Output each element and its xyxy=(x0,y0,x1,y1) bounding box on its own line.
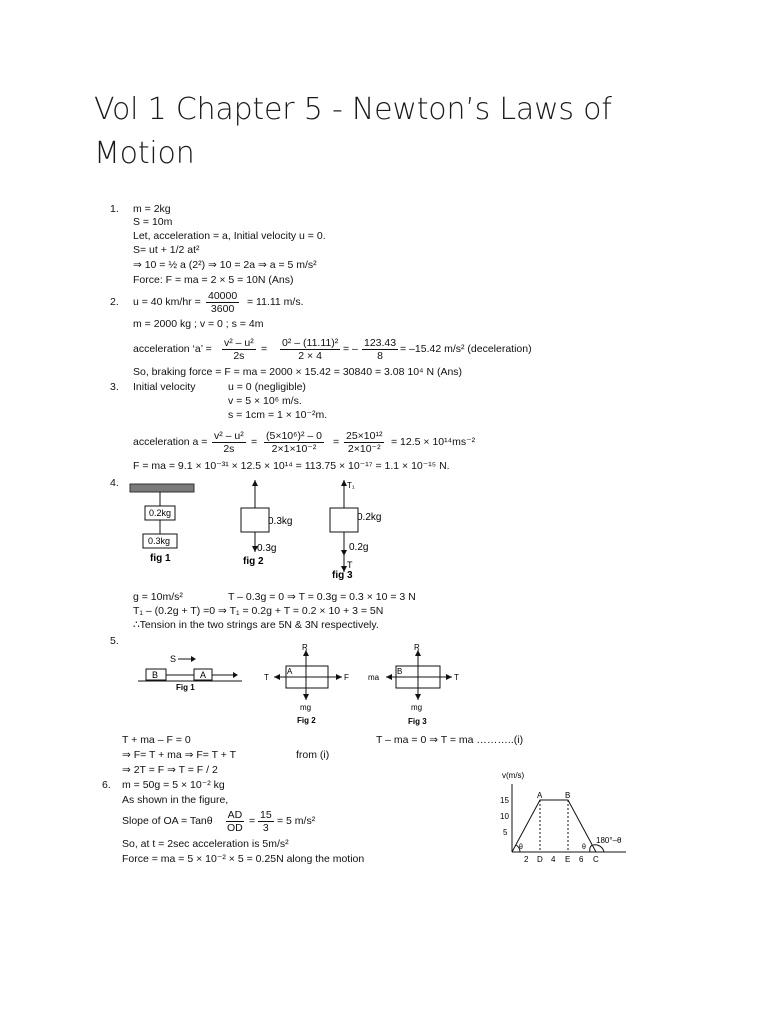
q2-fraction xyxy=(206,290,239,315)
arrow-left-icon xyxy=(386,674,392,680)
numerator: 40000 xyxy=(208,290,238,302)
arrow-right-icon xyxy=(191,656,196,662)
fig3-caption: fig 3 xyxy=(332,570,353,581)
q5-line: ⇒ F= T + ma ⇒ F= T + T xyxy=(122,749,237,761)
q1-line: S= ut + 1/2 at² xyxy=(133,244,200,256)
fig2-caption: Fig 2 xyxy=(297,716,316,725)
q1-line: m = 2kg xyxy=(133,203,171,215)
q3-fraction xyxy=(344,430,384,455)
question-4-number: 4. xyxy=(110,477,119,489)
question-6-number: 6. xyxy=(102,779,111,791)
numerator: (5×10⁶)² – 0 xyxy=(266,430,322,442)
q5-line: T – ma = 0 ⇒ T = ma ………..(i) xyxy=(376,734,524,746)
q4-line: ∴Tension in the two strings are 5N & 3N respectively. xyxy=(133,619,379,631)
fig2-mg: mg xyxy=(300,703,312,712)
arrow-down-icon xyxy=(415,694,421,700)
exterior-angle: 180°–θ xyxy=(596,836,622,845)
q6-line: m = 50g = 5 × 10⁻² kg xyxy=(122,779,225,791)
denominator: OD xyxy=(227,822,243,834)
x-tick-6: 6 xyxy=(579,855,584,864)
mass-box xyxy=(330,508,358,532)
q4-line: T – 0.3g = 0 ⇒ T = 0.3g = 0.3 × 10 = 3 N xyxy=(228,591,416,603)
q6-line: So, at t = 2sec acceleration is 5m/s² xyxy=(122,838,289,850)
q4-figures xyxy=(125,478,395,586)
q2-fraction xyxy=(280,337,340,362)
fig2-R: R xyxy=(302,643,308,652)
theta-1: θ xyxy=(519,844,523,851)
fig2-caption: fig 2 xyxy=(243,556,264,567)
q3-line: s = 1cm = 1 × 10⁻²m. xyxy=(228,409,328,421)
q5-line: from (i) xyxy=(296,749,330,761)
fig3-caption: Fig 3 xyxy=(408,717,427,726)
fig2-mass: 0.3kg xyxy=(268,516,293,527)
arrow-down-icon xyxy=(341,550,347,556)
q3-line: v = 5 × 10⁶ m/s. xyxy=(228,395,302,407)
q1-line: ⇒ 10 = ½ a (2²) ⇒ 10 = 2a ⇒ a = 5 m/s² xyxy=(133,259,317,271)
numerator: 0² – (11.11)² xyxy=(282,337,339,349)
q6-line: As shown in the figure, xyxy=(122,794,229,806)
point-D: D xyxy=(537,855,543,864)
question-2-number: 2. xyxy=(110,296,119,308)
fig3-B: B xyxy=(397,667,403,676)
arrow-left-icon xyxy=(274,674,280,680)
angle-arc xyxy=(593,845,604,852)
denominator: 8 xyxy=(377,350,383,362)
fig1-S: S xyxy=(170,654,177,664)
point-A: A xyxy=(537,791,543,800)
q2-line: = –15.42 m/s² (deceleration) xyxy=(400,343,532,355)
fig2-A: A xyxy=(287,667,293,676)
arrow-right-icon xyxy=(336,674,342,680)
numerator: 25×10¹² xyxy=(346,430,383,442)
fig3-mg: mg xyxy=(411,703,423,712)
q4-line: g = 10m/s² xyxy=(133,591,183,603)
q3-line: = 12.5 × 10¹⁴ms⁻² xyxy=(391,436,476,448)
q6-line: = 5 m/s² xyxy=(277,815,316,827)
denominator: 2s xyxy=(233,350,245,362)
q3-line: F = ma = 9.1 × 10⁻³¹ × 12.5 × 10¹⁴ = 113.75 × 10⁻¹⁷ = 1.1 × 10⁻¹⁵ N. xyxy=(133,460,450,472)
y-tick-10: 10 xyxy=(500,812,509,821)
numerator: AD xyxy=(227,809,243,821)
y-tick-5: 5 xyxy=(503,828,508,837)
numerator: 15 xyxy=(260,809,272,821)
fig3-R: R xyxy=(414,643,420,652)
numerator: 123.43 xyxy=(364,337,397,349)
fig3-down: 0.2g xyxy=(349,542,369,553)
fig3-top: T₁ xyxy=(347,481,355,490)
block-A-label: A xyxy=(200,670,207,680)
theta-2: θ xyxy=(582,844,586,851)
denominator: 2×1×10⁻² xyxy=(271,443,317,455)
q6-fraction xyxy=(258,809,274,834)
point-E: E xyxy=(565,855,571,864)
arrow-right-icon xyxy=(446,674,452,680)
x-tick-2: 2 xyxy=(524,855,529,864)
q1-line: Let, acceleration = a, Initial velocity u = 0. xyxy=(133,230,326,242)
fig3-ma: ma xyxy=(368,673,380,682)
numerator: v² – u² xyxy=(214,430,244,442)
fig2-F: F xyxy=(344,673,349,682)
q2-line: = 11.11 m/s. xyxy=(247,296,304,308)
fig2-T: T xyxy=(264,673,269,682)
velocity-time-graph xyxy=(494,766,644,872)
ceiling-support xyxy=(130,484,194,492)
fig3-T: T xyxy=(454,673,459,682)
q3-fraction xyxy=(264,430,324,455)
q2-fraction xyxy=(222,337,256,362)
q2-fraction xyxy=(362,337,398,362)
box2-label: 0.3kg xyxy=(148,536,171,546)
q2-line: u = 40 km/hr = xyxy=(133,296,201,308)
fig1-caption: Fig 1 xyxy=(176,683,195,692)
q1-line: S = 10m xyxy=(133,216,173,228)
q5-line: T + ma – F = 0 xyxy=(122,734,191,746)
point-C: C xyxy=(593,855,599,864)
q3-line: u = 0 (negligible) xyxy=(228,381,306,393)
fig3-T: T xyxy=(347,560,353,570)
arrow-down-icon xyxy=(303,694,309,700)
q6-line: Slope of OA = Tanθ xyxy=(122,815,213,827)
x-tick-4: 4 xyxy=(551,855,556,864)
point-B: B xyxy=(565,791,571,800)
q6-fraction xyxy=(225,809,245,834)
q2-line: m = 2000 kg ; v = 0 ; s = 4m xyxy=(133,318,264,330)
denominator: 2s xyxy=(223,443,235,455)
q6-line: Force = ma = 5 × 10⁻² × 5 = 0.25N along the motion xyxy=(122,853,365,865)
graph-ylabel: v(m/s) xyxy=(502,771,525,780)
y-tick-15: 15 xyxy=(500,796,509,805)
q3-line: acceleration a = xyxy=(133,436,208,448)
arrow-right-icon xyxy=(233,672,238,678)
q3-fraction xyxy=(212,430,246,455)
question-3-number: 3. xyxy=(110,381,119,393)
q2-line: So, braking force = F = ma = 2000 × 15.42 = 30840 = 3.08 10⁴ N (Ans) xyxy=(133,366,463,378)
denominator: 3 xyxy=(262,822,269,834)
fig3-mass: 0.2kg xyxy=(357,512,382,523)
question-5-number: 5. xyxy=(110,635,119,647)
fig2-force: 0.3g xyxy=(257,543,277,554)
q5-line: ⇒ 2T = F ⇒ T = F / 2 xyxy=(122,764,218,776)
q5-figures xyxy=(130,640,550,728)
arrow-up-icon xyxy=(252,480,258,486)
numerator: v² – u² xyxy=(224,337,254,349)
denominator: 2 × 4 xyxy=(298,350,322,362)
q4-line: T₁ – (0.2g + T) =0 ⇒ T₁ = 0.2g + T = 0.2 × 10 + 3 = 5N xyxy=(133,605,384,617)
q3-line: Initial velocity xyxy=(133,381,196,393)
fig1-caption: fig 1 xyxy=(150,553,171,564)
question-1-number: 1. xyxy=(110,203,119,215)
page-title: Vol 1 Chapter 5 - Newton’s Laws of Motion xyxy=(94,92,612,171)
denominator: 2×10⁻² xyxy=(347,443,381,455)
angle-arc xyxy=(590,845,592,852)
mass-box xyxy=(241,508,269,532)
box1-label: 0.2kg xyxy=(149,508,172,518)
denominator: 3600 xyxy=(210,303,235,315)
q2-line: acceleration ‘a’ = xyxy=(133,343,212,355)
q1-line: Force: F = ma = 2 × 5 = 10N (Ans) xyxy=(133,274,294,286)
block-B-label: B xyxy=(152,670,159,680)
